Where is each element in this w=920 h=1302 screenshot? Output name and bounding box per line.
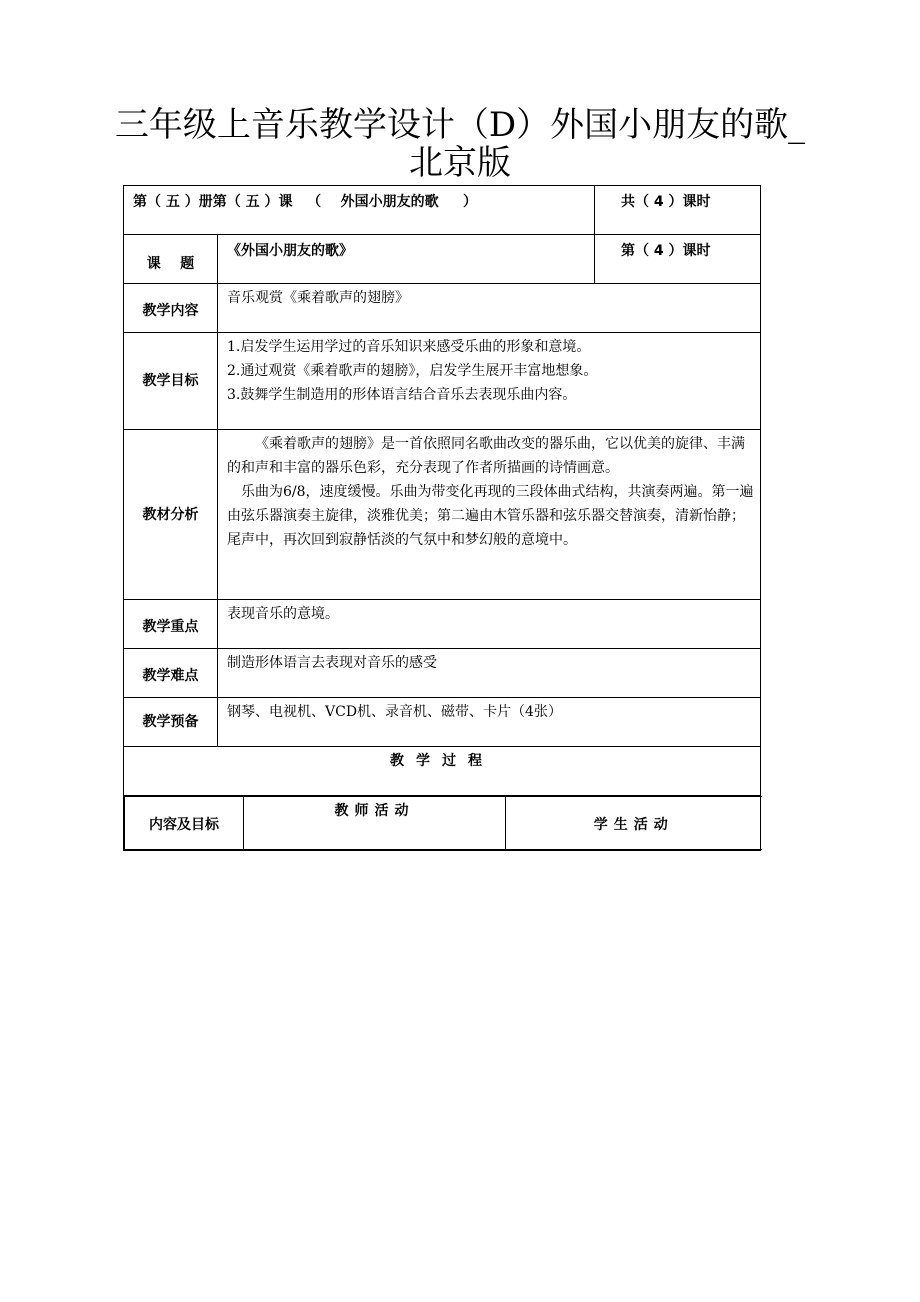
preparation-row <box>124 698 761 747</box>
goals-label: 教学目标 <box>124 333 218 430</box>
total-hours-text: 共（ 4 ）课时 <box>621 194 711 210</box>
volume-lesson-text: 第（ 五 ）册第（ 五 ）课 （ 外国小朋友的歌 ） <box>133 194 477 210</box>
preparation-label: 教学预备 <box>124 698 218 747</box>
content-label: 教学内容 <box>124 284 218 333</box>
difficulty-label: 教学难点 <box>124 649 218 698</box>
analysis-value <box>218 430 761 600</box>
document-title-line2: 北京版 <box>409 143 511 183</box>
analysis-paragraph-1: 《乘着歌声的翅膀》是一首依照同名歌曲改变的器乐曲，它以优美的旋律、丰满的和声和丰富的器乐色彩，充分表现了作者所描画的诗情画意。 <box>227 436 745 476</box>
content-value: 音乐观赏《乘着歌声的翅膀》 <box>218 284 761 333</box>
topic-hour: 第（ 4 ）课时 <box>621 243 711 259</box>
goal-item-1: 1.启发学生运用学过的音乐知识来感受乐曲的形象和意境。 <box>227 339 591 355</box>
analysis-label: 教材分析 <box>124 430 218 600</box>
topic-hour-cell <box>595 235 761 284</box>
content-row <box>124 284 761 333</box>
topic-value: 《外国小朋友的歌》 <box>227 243 353 259</box>
volume-lesson-cell <box>124 186 595 235</box>
analysis-paragraph-2: 乐曲为6/8，速度缓慢。乐曲为带变化再现的三段体曲式结构，共演奏两遍。第一遍由弦乐器演奏主旋律，淡雅优美；第二遍由木管乐器和弦乐器交替演奏，清新怡静；尾声中，再次回到寂静恬淡的气氛中和梦幻般的意境中。 <box>227 484 754 548</box>
analysis-row <box>124 430 761 600</box>
lesson-plan-table <box>123 185 761 851</box>
topic-row <box>124 235 761 284</box>
process-columns-row <box>124 796 761 851</box>
header-row <box>124 186 761 235</box>
process-columns-table <box>124 796 762 850</box>
goals-value <box>218 333 761 430</box>
column-student-activity: 学生活动 <box>506 797 762 850</box>
difficulty-value: 制造形体语言去表现对音乐的感受 <box>218 649 761 698</box>
process-columns-cell <box>124 796 761 851</box>
process-heading: 教学过程 <box>124 747 761 796</box>
column-teacher-activity: 教师活动 <box>244 797 506 850</box>
key-point-label: 教学重点 <box>124 600 218 649</box>
column-content-goals: 内容及目标 <box>125 797 244 850</box>
goals-row <box>124 333 761 430</box>
key-point-row <box>124 600 761 649</box>
goal-item-2: 2.通过观赏《乘着歌声的翅膀》，启发学生展开丰富地想象。 <box>227 363 598 379</box>
document-title-line1: 三年级上音乐教学设计（D）外国小朋友的歌_ <box>114 105 806 145</box>
topic-value-cell <box>218 235 595 284</box>
preparation-value: 钢琴、电视机、VCD机、录音机、磁带、卡片（4张） <box>218 698 761 747</box>
difficulty-row <box>124 649 761 698</box>
topic-label: 课 题 <box>124 235 218 284</box>
document-title <box>100 106 820 182</box>
goal-item-3: 3.鼓舞学生制造用的形体语言结合音乐去表现乐曲内容。 <box>227 387 577 403</box>
key-point-value: 表现音乐的意境。 <box>218 600 761 649</box>
process-heading-row <box>124 747 761 796</box>
total-hours-cell <box>595 186 761 235</box>
